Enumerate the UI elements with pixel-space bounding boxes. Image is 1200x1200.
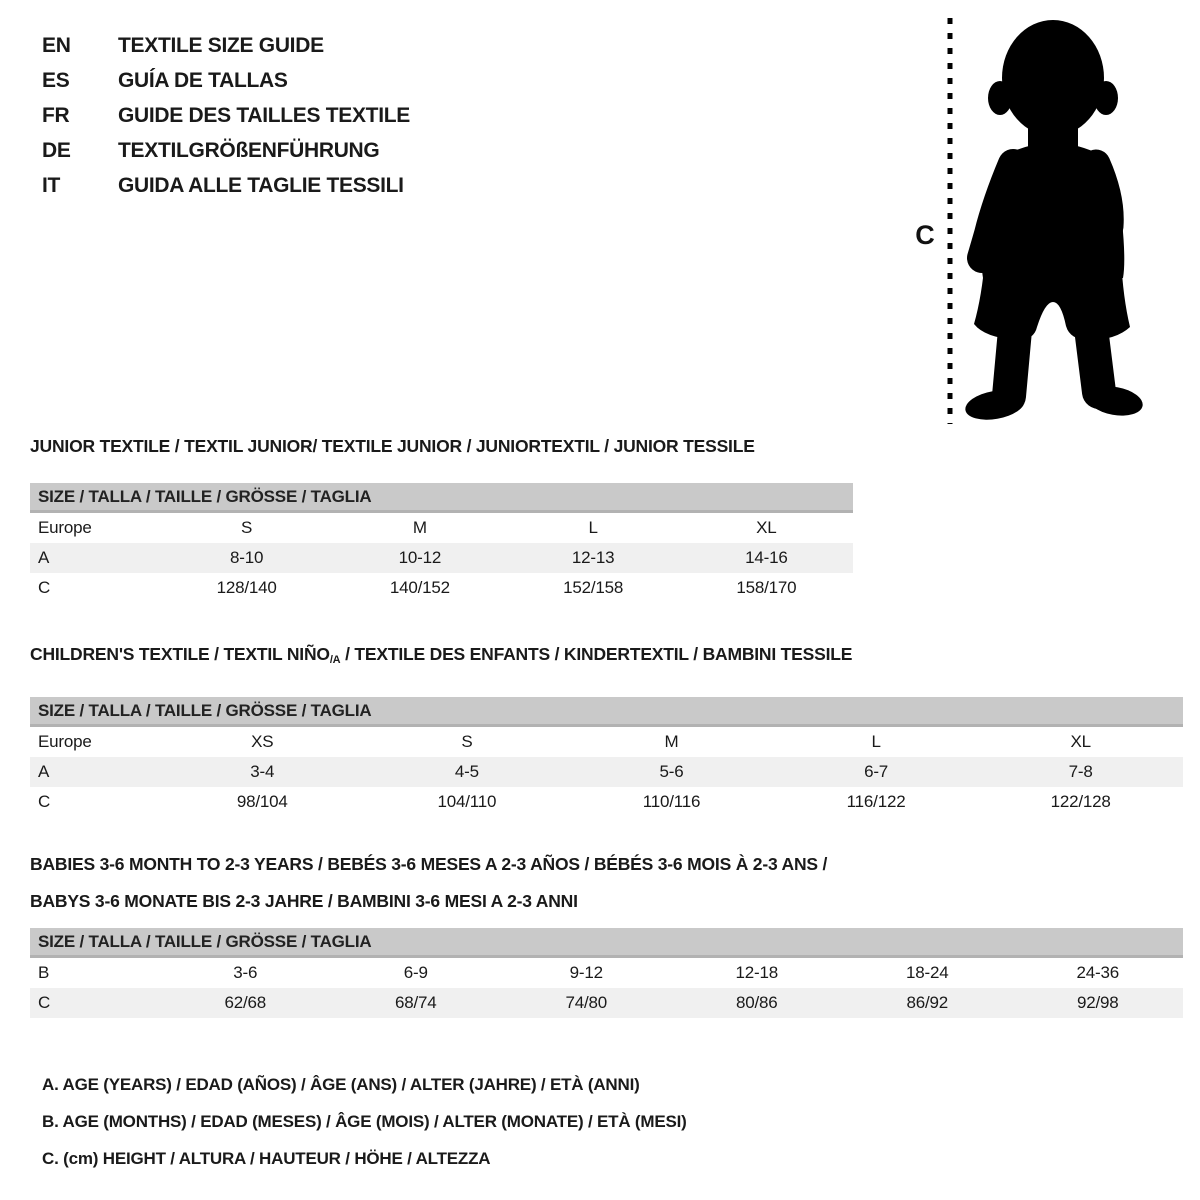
language-list bbox=[42, 28, 410, 203]
row-label: C bbox=[38, 993, 51, 1012]
toddler-silhouette-graphic bbox=[885, 6, 1165, 436]
table-row-europe bbox=[30, 513, 853, 543]
height-cell: 80/86 bbox=[735, 993, 778, 1012]
age-cell: 3-6 bbox=[233, 963, 258, 982]
language-code: EN bbox=[42, 33, 71, 57]
height-cell: 98/104 bbox=[236, 792, 288, 811]
age-cell: 7-8 bbox=[1068, 762, 1093, 781]
junior-section-title: JUNIOR TEXTILE / TEXTIL JUNIOR/ TEXTILE JUNIOR / JUNIORTEXTIL / JUNIOR TESSILE bbox=[30, 436, 755, 456]
row-label: B bbox=[38, 963, 50, 982]
row-label: C bbox=[38, 578, 51, 597]
size-cell: M bbox=[664, 732, 679, 751]
language-row-fr bbox=[42, 98, 410, 133]
children-title-sub: /A bbox=[329, 654, 341, 666]
height-cell: 158/170 bbox=[736, 578, 797, 597]
row-label: C bbox=[38, 792, 51, 811]
junior-size-table bbox=[30, 483, 853, 603]
height-cell: 62/68 bbox=[224, 993, 267, 1012]
age-cell: 6-7 bbox=[864, 762, 889, 781]
table-row-age bbox=[30, 543, 853, 573]
legend-line-b: B. AGE (MONTHS) / EDAD (MESES) / ÂGE (MOIS) / ALTER (MONATE) / ETÀ (MESI) bbox=[42, 1112, 687, 1131]
babies-size-table bbox=[30, 928, 1183, 1018]
height-cell: 152/158 bbox=[563, 578, 624, 597]
children-section-title bbox=[30, 644, 1183, 670]
children-title-post: / TEXTILE DES ENFANTS / KINDERTEXTIL / BAMBINI TESSILE bbox=[340, 644, 853, 664]
section-babies-textile bbox=[30, 846, 1183, 1018]
size-cell: XL bbox=[756, 518, 777, 537]
height-cell: 116/122 bbox=[846, 792, 906, 811]
language-row-it bbox=[42, 168, 410, 203]
row-label: Europe bbox=[38, 518, 92, 537]
height-cell: 74/80 bbox=[565, 993, 608, 1012]
table-row-height bbox=[30, 573, 853, 603]
table-row-height bbox=[30, 787, 1183, 817]
language-row-de bbox=[42, 133, 410, 168]
size-cell: XL bbox=[1070, 732, 1091, 751]
age-cell: 5-6 bbox=[659, 762, 684, 781]
language-title: TEXTILGRÖßENFÜHRUNG bbox=[118, 138, 380, 162]
measure-label-c: C bbox=[915, 220, 935, 250]
children-title-pre: CHILDREN'S TEXTILE / TEXTIL NIÑO bbox=[30, 644, 330, 664]
height-cell: 128/140 bbox=[216, 578, 277, 597]
children-size-table bbox=[30, 697, 1183, 817]
legend-line-a: A. AGE (YEARS) / EDAD (AÑOS) / ÂGE (ANS) / ALTER (JAHRE) / ETÀ (ANNI) bbox=[42, 1075, 640, 1094]
height-cell: 92/98 bbox=[1076, 993, 1119, 1012]
height-measure-figure bbox=[885, 6, 1165, 441]
table-row-height bbox=[30, 988, 1183, 1018]
table-row-age-months bbox=[30, 958, 1183, 988]
language-title: GUÍA DE TALLAS bbox=[118, 68, 288, 92]
size-cell: L bbox=[871, 732, 881, 751]
size-cell: XS bbox=[251, 732, 274, 751]
table-row-europe bbox=[30, 727, 1183, 757]
language-code: DE bbox=[42, 138, 71, 162]
legend bbox=[42, 1066, 687, 1177]
babies-section-title-line1: BABIES 3-6 MONTH TO 2-3 YEARS / BEBÉS 3-6 MESES A 2-3 AÑOS / BÉBÉS 3-6 MOIS À 2-3 ANS / bbox=[30, 854, 828, 874]
height-cell: 140/152 bbox=[389, 578, 450, 597]
language-title: GUIDE DES TAILLES TEXTILE bbox=[118, 103, 410, 127]
language-code: IT bbox=[42, 173, 61, 197]
size-cell: M bbox=[412, 518, 427, 537]
age-cell: 18-24 bbox=[906, 963, 949, 982]
babies-section-title-line2: BABYS 3-6 MONATE BIS 2-3 JAHRE / BAMBINI 3-6 MESI A 2-3 ANNI bbox=[30, 891, 578, 911]
language-title: GUIDA ALLE TAGLIE TESSILI bbox=[118, 173, 404, 197]
table-row-age bbox=[30, 757, 1183, 787]
age-cell: 12-13 bbox=[571, 548, 615, 567]
language-row-es bbox=[42, 63, 410, 98]
age-cell: 24-36 bbox=[1076, 963, 1119, 982]
language-code: FR bbox=[42, 103, 70, 127]
row-label: A bbox=[38, 762, 50, 781]
language-title: TEXTILE SIZE GUIDE bbox=[118, 33, 324, 57]
language-code: ES bbox=[42, 68, 70, 92]
size-table-header: SIZE / TALLA / TAILLE / GRÖSSE / TAGLIA bbox=[30, 483, 853, 513]
age-cell: 10-12 bbox=[398, 548, 442, 567]
section-junior-textile bbox=[30, 436, 853, 603]
size-cell: L bbox=[588, 518, 598, 537]
height-cell: 122/128 bbox=[1050, 792, 1111, 811]
height-cell: 104/110 bbox=[437, 792, 497, 811]
legend-line-c: C. (cm) HEIGHT / ALTURA / HAUTEUR / HÖHE / ALTEZZA bbox=[42, 1149, 491, 1168]
height-cell: 86/92 bbox=[906, 993, 949, 1012]
age-cell: 6-9 bbox=[403, 963, 428, 982]
age-cell: 9-12 bbox=[569, 963, 603, 982]
height-cell: 68/74 bbox=[394, 993, 437, 1012]
section-children-textile bbox=[30, 644, 1183, 817]
size-table-header: SIZE / TALLA / TAILLE / GRÖSSE / TAGLIA bbox=[30, 697, 1183, 727]
row-label: Europe bbox=[38, 732, 92, 751]
age-cell: 14-16 bbox=[745, 548, 788, 567]
size-table-header: SIZE / TALLA / TAILLE / GRÖSSE / TAGLIA bbox=[30, 928, 1183, 958]
height-cell: 110/116 bbox=[642, 792, 701, 811]
language-row-en bbox=[42, 28, 410, 63]
age-cell: 3-4 bbox=[250, 762, 275, 781]
toddler-silhouette-icon bbox=[963, 20, 1145, 424]
row-label: A bbox=[38, 548, 50, 567]
age-cell: 4-5 bbox=[454, 762, 479, 781]
age-cell: 8-10 bbox=[230, 548, 264, 567]
size-cell: S bbox=[241, 518, 253, 537]
size-cell: S bbox=[461, 732, 473, 751]
age-cell: 12-18 bbox=[735, 963, 778, 982]
